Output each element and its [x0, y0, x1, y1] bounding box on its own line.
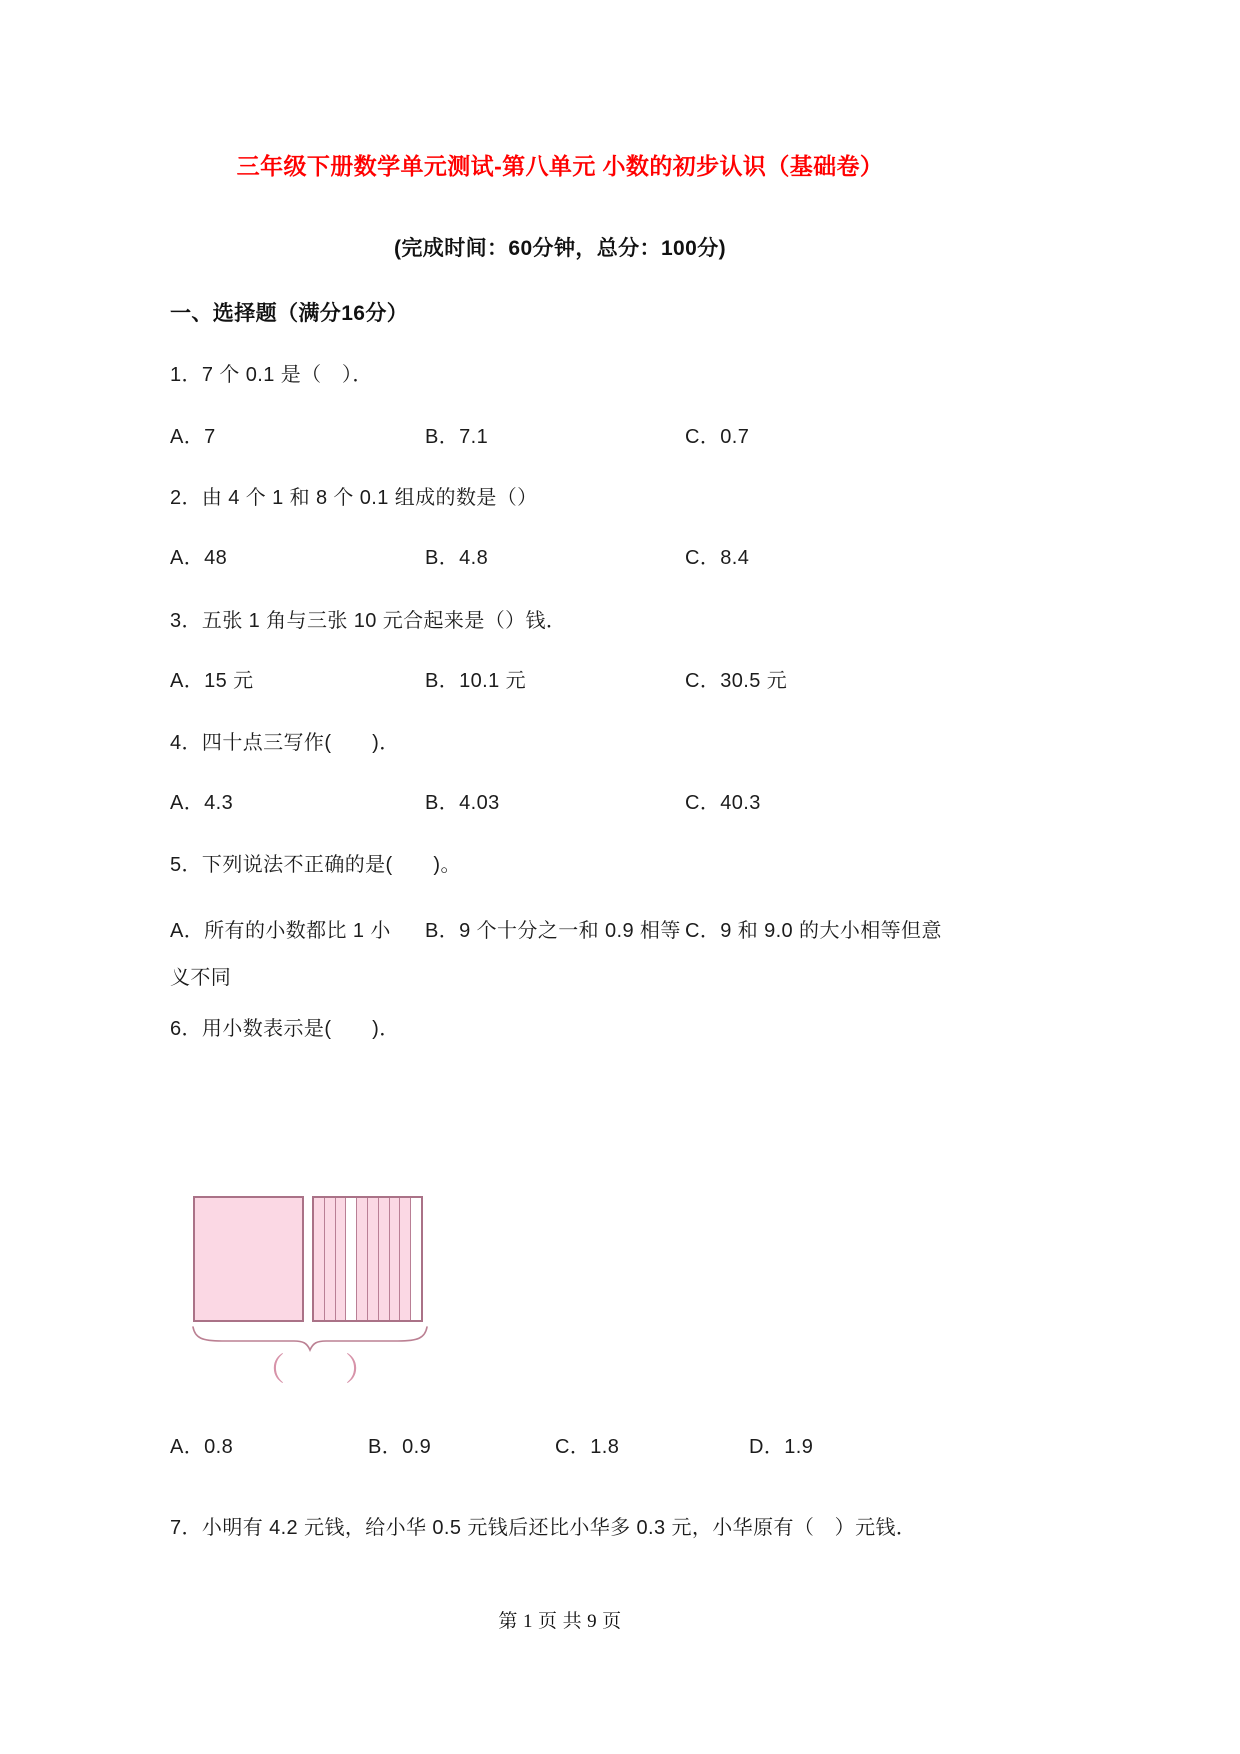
question-2-options — [170, 541, 950, 570]
question-1-text: 1．7 个 0.1 是（ ）． — [170, 364, 373, 386]
q5-option-a: A．所有的小数都比 1 小 — [170, 920, 391, 942]
q6-figure-whole-square — [193, 1196, 304, 1322]
question-1-options — [170, 420, 950, 449]
q6-option-b: B．0.9 — [368, 1436, 432, 1458]
page-subtitle: (完成时间：60分钟，总分：100分) — [394, 237, 726, 260]
blank-strip — [411, 1198, 421, 1320]
q1-option-b: B．7.1 — [425, 426, 489, 448]
question-2-text: 2．由 4 个 1 和 8 个 0.1 组成的数是（） — [170, 487, 538, 509]
q4-option-c: C．40.3 — [685, 792, 761, 814]
q6-figure-caption: （ ） — [253, 1351, 392, 1387]
q3-option-a: A．15 元 — [170, 670, 254, 692]
shaded-strip — [325, 1198, 336, 1320]
question-3-options — [170, 664, 950, 693]
q6-option-c: C．1.8 — [555, 1436, 620, 1458]
shaded-strip — [390, 1198, 401, 1320]
question-4-text: 4．四十点三写作( )． — [170, 732, 400, 754]
blank-strip — [346, 1198, 357, 1320]
section-heading: 一、选择题（满分16分） — [170, 302, 409, 325]
q2-option-c: C．8.4 — [685, 547, 750, 569]
shaded-strip — [336, 1198, 347, 1320]
shaded-strip — [357, 1198, 368, 1320]
page-footer: 第 1 页 共 9 页 — [498, 1611, 622, 1632]
q6-figure — [193, 1196, 429, 1406]
question-7-text: 7．小明有 4.2 元钱，给小华 0.5 元钱后还比小华多 0.3 元，小华原有（ ）元钱． — [170, 1517, 917, 1539]
question-4-options — [170, 786, 950, 815]
shaded-strip — [368, 1198, 379, 1320]
question-6-text: 6．用小数表示是( )． — [170, 1018, 400, 1040]
q5-option-c: C．9 和 9.0 的大小相等但意义不同 — [170, 920, 942, 989]
q1-option-a: A．7 — [170, 426, 216, 448]
q6-figure-tenths-square — [312, 1196, 423, 1322]
q2-option-b: B．4.8 — [425, 547, 489, 569]
q6-option-d: D．1.9 — [749, 1436, 814, 1458]
q2-option-a: A．48 — [170, 547, 228, 569]
question-5-text: 5．下列说法不正确的是( )。 — [170, 854, 461, 876]
shaded-strip — [379, 1198, 390, 1320]
page-title: 三年级下册数学单元测试-第八单元 小数的初步认识（基础卷） — [236, 153, 884, 179]
question-5-options — [170, 908, 950, 1002]
q3-option-c: C．30.5 元 — [685, 670, 788, 692]
q1-option-c: C．0.7 — [685, 426, 750, 448]
shaded-strip — [314, 1198, 325, 1320]
q4-option-a: A．4.3 — [170, 792, 234, 814]
question-6-options — [170, 1430, 950, 1459]
q4-option-b: B．4.03 — [425, 792, 500, 814]
q5-option-b: B．9 个十分之一和 0.9 相等 — [425, 920, 681, 942]
q3-option-b: B．10.1 元 — [425, 670, 527, 692]
shaded-strip — [400, 1198, 411, 1320]
q6-option-a: A．0.8 — [170, 1436, 234, 1458]
question-3-text: 3．五张 1 角与三张 10 元合起来是（）钱． — [170, 610, 567, 632]
